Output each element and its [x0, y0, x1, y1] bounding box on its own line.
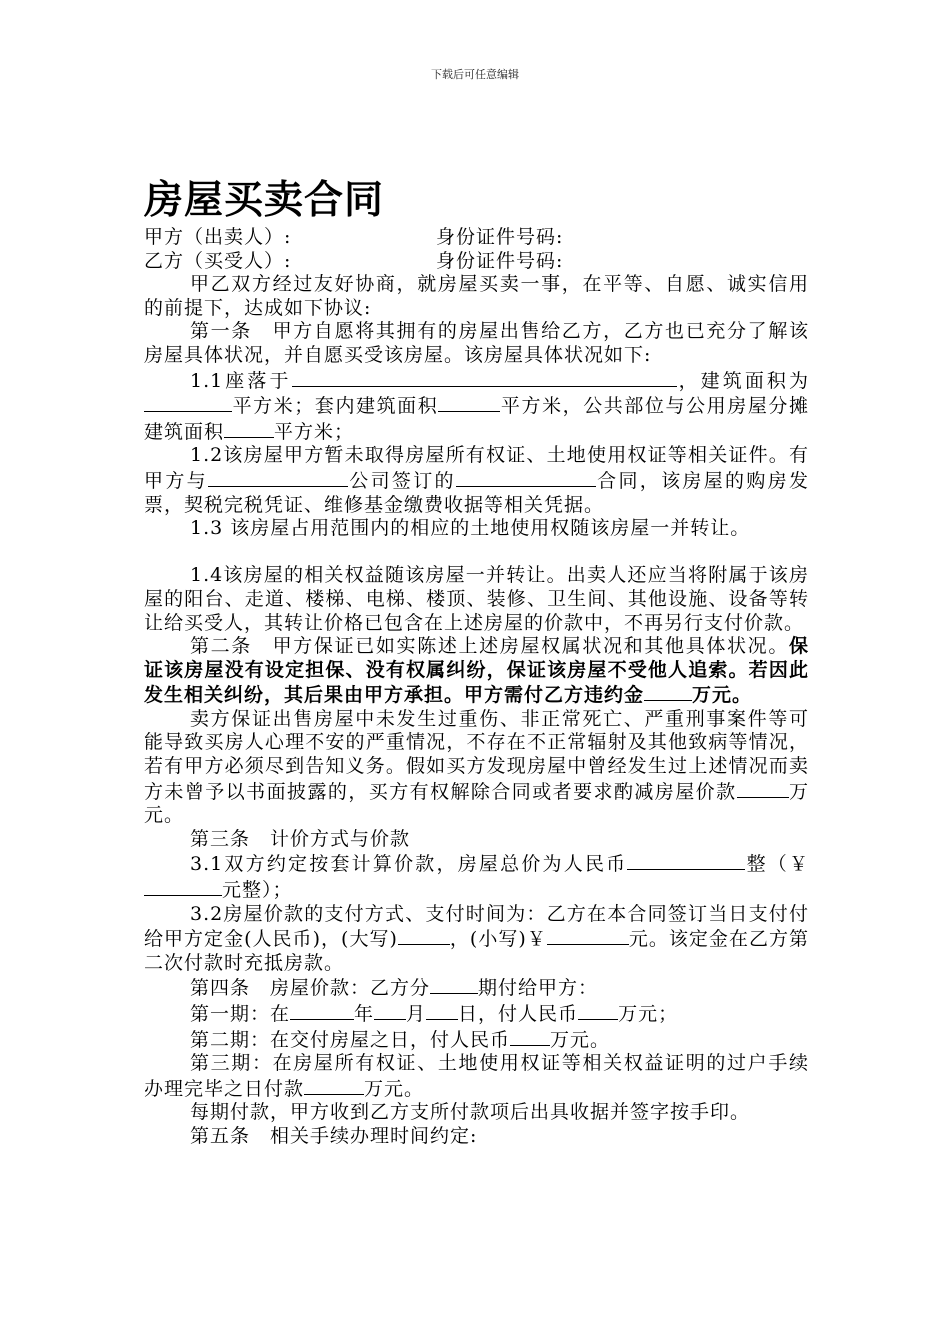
article-1: 第一条 甲方自愿将其拥有的房屋出售给乙方，乙方也已充分了解该房屋具体状况，并自愿买受该房屋。该房屋具体状况如下:	[144, 320, 809, 366]
blank-deposit-upper	[398, 926, 450, 945]
clause-1-2-text: 公司签订的	[347, 469, 456, 492]
clause-1-1-text: 平方米，公共部位与公用房屋分摊建筑面积	[144, 395, 809, 443]
party-a-row	[144, 226, 809, 250]
blank-total-price	[627, 851, 745, 870]
clause-1-4: 1.4该房屋的相关权益随该房屋一并转让。出卖人还应当将附属于该房屋的阳台、走道、楼梯、电梯、楼顶、装修、卫生间、其他设施、设备等转让给买受人，其转让价格已包含在上述房屋的价款中，不再另行支付价款。	[144, 564, 809, 634]
blank-penalty	[644, 682, 692, 701]
article-5: 第五条 相关手续办理时间约定:	[190, 1124, 478, 1147]
each-payment-note: 每期付款，甲方收到乙方支所付款项后出具收据并签字按手印。	[190, 1101, 751, 1124]
spacer	[144, 541, 809, 565]
intro-paragraph: 甲乙双方经过友好协商，就房屋买卖一事，在平等、自愿、诚实信用的前提下，达成如下协议:	[144, 273, 809, 319]
phase-2-text: 第二期：在交付房屋之日，付人民币	[190, 1028, 511, 1051]
clause-1-1-text: 平方米；	[274, 420, 355, 443]
seller-guarantee-text: 万元。	[144, 780, 809, 827]
payment-phase-3	[144, 1052, 809, 1101]
party-b-id-label: 身份证件号码:	[436, 249, 564, 272]
phase-1-text: 万元；	[618, 1003, 679, 1025]
clause-1-2	[144, 444, 809, 517]
blank-deposit-lower	[547, 926, 629, 945]
clause-3-1	[144, 851, 809, 902]
clause-3-1-text: 3.1双方约定按套计算价款，房屋总价为人民币	[190, 853, 628, 876]
phase-1-text: 月	[406, 1003, 427, 1025]
article-2-bold-text: 万元。	[692, 684, 753, 707]
blank-amount-3	[304, 1076, 364, 1095]
blank-day	[426, 1001, 458, 1020]
blank-price-reduction	[737, 779, 789, 798]
seller-guarantee	[144, 708, 809, 828]
page-header-note: 下载后可任意编辑	[431, 68, 519, 81]
clause-3-2-text: ，(小写)￥	[449, 928, 547, 951]
clause-3-1-text: 整（￥	[745, 853, 809, 876]
clause-3-2-text: 3.2房屋价款的支付方式、支付时间为：乙方在本合同签订当日支付付给甲方定金(人民币)，(大写)	[144, 902, 809, 951]
phase-1-text: 第一期：在	[190, 1003, 291, 1025]
clause-3-2	[144, 903, 809, 976]
phase-3-text: 第三期：在房屋所有权证、土地使用权证等相关权益证明的过户手续办理完毕之日付款	[144, 1052, 809, 1100]
article-4	[144, 975, 809, 1001]
blank-installments	[430, 975, 478, 994]
document-title: 房屋买卖合同	[144, 177, 385, 223]
clause-1-1-text: 平方米；套内建筑面积	[232, 395, 439, 418]
blank-shared-area	[224, 419, 274, 438]
blank-contract	[456, 468, 596, 487]
party-b-label: 乙方（买受人）:	[144, 249, 292, 272]
phase-3-text: 万元。	[364, 1077, 425, 1100]
blank-location	[292, 368, 677, 387]
article-3: 第三条 计价方式与价款	[190, 827, 411, 850]
article-2-text: 第二条 甲方保证已如实陈述上述房屋权属状况和其他具体状况。	[190, 635, 789, 658]
seller-guarantee-text: 卖方保证出售房屋中未发生过重伤、非正常死亡、严重刑事案件等可能导致买房人心理不安的严重情况，不存在不正常辐射及其他致病等情况，若有甲方必须尽到告知义务。假如买方发现房屋中曾经发生过上述情况而卖方未曾予以书面披露的，买方有权解除合同或者要求酌减房屋价款	[144, 707, 809, 803]
clause-1-1-text: 1.1座落于	[190, 369, 292, 392]
blank-year	[290, 1001, 354, 1020]
blank-amount-2	[510, 1027, 550, 1046]
phase-2-text: 万元。	[550, 1028, 611, 1051]
blank-amount-1	[578, 1001, 618, 1020]
phase-1-text: 年	[354, 1003, 375, 1025]
article-4-text: 第四条 房屋价款：乙方分	[190, 977, 431, 1000]
payment-phase-1	[144, 1001, 809, 1027]
blank-building-area	[144, 393, 232, 412]
clause-1-1	[144, 368, 809, 445]
clause-1-1-text: ，建筑面积为	[676, 369, 809, 392]
blank-month	[374, 1001, 406, 1020]
clause-3-2-text: 元。该定金在乙方第二次付款时充抵房款。	[144, 928, 809, 974]
contract-body	[144, 226, 809, 1149]
party-b-row	[144, 250, 809, 274]
blank-inner-area	[438, 393, 500, 412]
clause-1-2-text: 合同，该房屋的购房发票，契税完税凭证、维修基金缴费收据等相关凭据。	[144, 469, 809, 516]
blank-total-price-number	[144, 877, 222, 896]
clause-3-1-text: 元整）；	[222, 879, 293, 902]
party-a-label: 甲方（出卖人）:	[144, 226, 292, 248]
payment-phase-2	[144, 1027, 809, 1053]
clause-1-2-text: 1.2该房屋甲方暂未取得房屋所有权证、土地使用权证等相关证件。有甲方与	[144, 444, 809, 492]
clause-1-3: 1.3 该房屋占用范围内的相应的土地使用权随该房屋一并转让。	[190, 517, 751, 540]
article-4-text: 期付给甲方：	[478, 977, 599, 1000]
article-2	[144, 635, 809, 708]
article-2-bold-text: 保证该房屋没有设定担保、没有权属纠纷，保证该房屋不受他人追索。若因此发生相关纠纷，其后果由甲方承担。甲方需付乙方违约金	[144, 635, 809, 707]
party-a-id-label: 身份证件号码:	[436, 226, 564, 248]
phase-1-text: 日，付人民币	[458, 1003, 579, 1025]
blank-company	[208, 468, 348, 487]
